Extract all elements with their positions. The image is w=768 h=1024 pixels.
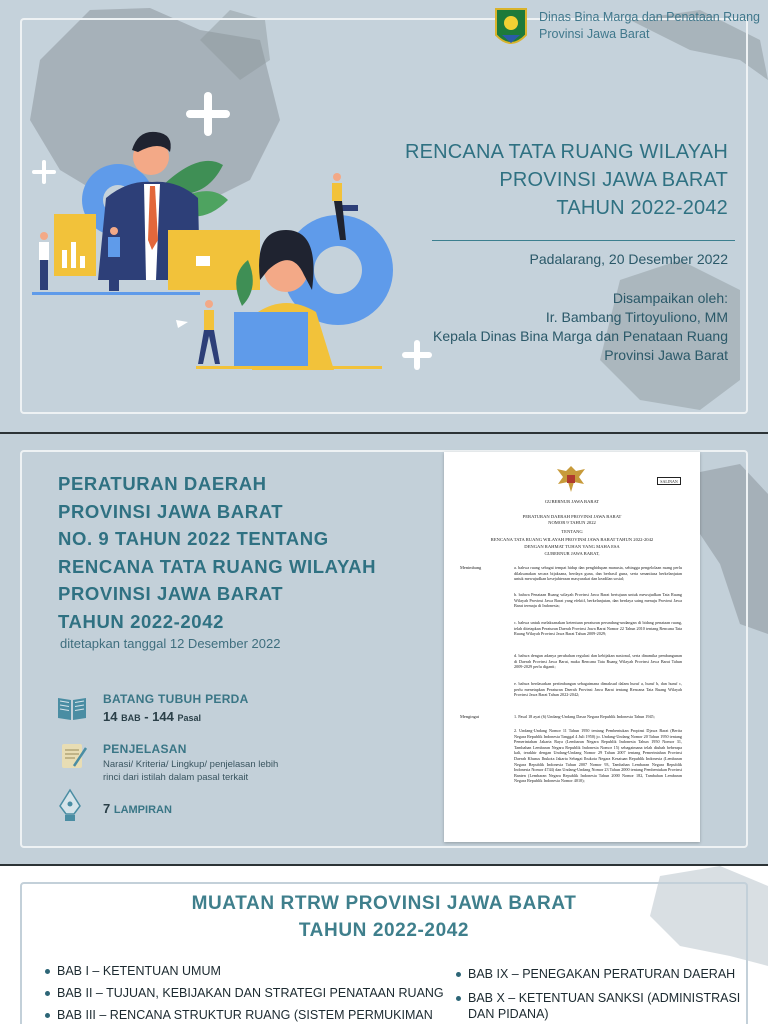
pen-nib-icon <box>58 788 82 824</box>
title-divider <box>432 240 735 241</box>
mengingat-1: 1. Pasal 18 ayat (6) Undang-Undang Dasar Negara Republik Indonesia Tahun 1945; <box>514 714 655 719</box>
regulation-title: PERATURAN DAERAH PROVINSI JAWA BARAT NO. 9 TAHUN 2022 TENTANG RENCANA TATA RUANG WILAYAH PROVINSI JAWA BARAT TAHUN 2022-2042 <box>58 473 377 632</box>
penjelasan-heading: PENJELASAN <box>103 742 187 756</box>
menimbang-b: b. bahwa Penataan Ruang wilayah Provinsi Jawa Barat bertujuan untuk mewujudkan Tata Ruang Wilayah Provinsi Jawa Barat yang efektif, berkelanjutan, dan berdaya saing menuju Provinsi Jawa Barat termaju di Indonesia; <box>514 592 682 609</box>
doc-about: TENTANG <box>561 529 583 534</box>
garuda-emblem-icon <box>554 462 588 496</box>
lampiran-count: 7 LAMPIRAN <box>103 801 172 816</box>
plus-decoration-icon <box>400 338 434 372</box>
batang-tubuh-heading: BATANG TUBUH PERDA <box>103 692 249 706</box>
salinan-stamp: SALINAN <box>657 477 681 485</box>
bab-item: BAB IX – PENEGAKAN PERATURAN DAERAH <box>468 967 736 981</box>
mengingat-label: Mengingat <box>460 714 480 719</box>
doc-governor: GUBERNUR JAWA BARAT, <box>544 551 600 556</box>
bab-item: BAB II – TUJUAN, KEBIJAKAN DAN STRATEGI PENATAAN RUANG <box>57 986 444 1000</box>
penjelasan-description: Narasi/ Kriteria/ Lingkup/ penjelasan lebih rinci dari istilah dalam pasal terkait <box>103 759 279 783</box>
office-workers-illustration <box>28 80 400 375</box>
west-java-emblem-icon <box>492 5 530 51</box>
contents-title: MUATAN RTRW PROVINSI JAWA BARAT TAHUN 2022-2042 <box>191 893 577 941</box>
presenter-block: Disampaikan oleh: Ir. Bambang Tirtoyuliono, MM Kepala Dinas Bina Marga dan Penataan Ruang Provinsi Jawa Barat <box>433 290 728 363</box>
mengingat-2: 2. Undang-Undang Nomor 11 Tahun 1950 tentang Pembentukan Propinsi Djawa Barat (Berita Negara Republik Indonesia Tanggal 4 Juli 1950) jo. Undang-Undang Nomor 20 Tahun 1950 tentang Pemerintahan Jakarta Raya (Lembaran Negara Republik Indonesia Tahun 1950 Nomor 31, Tambahan Lembaran Negara Republik Indonesia Nomor 15) sebagaimana telah diubah beberapa kali, terakhir dengan Undang-Undang Nomor 29 Tahun 2007 tentang Pemerintahan Provinsi Daerah Khusus Ibukota Jakarta Sebagai Ibukota Negara Kesatuan Republik Indonesia (Lembaran Negara Republik Indonesia Tahun 2007 Nomor 93, Tambahan Lembaran Negara Republik Indonesia Nomor 4744) dan Undang-Undang Nomor 23 Tahun 2000 tentang Pembentukan Provinsi Banten (Lembaran Negara Republik Indonesia Tahun 2000 Nomor 182, Tambahan Lembaran Negara Republik Indonesia Nomor 4010); <box>514 728 682 784</box>
scroll-quill-icon <box>56 740 88 772</box>
bab-pasal-count: 14 BAB - 144 Pasal <box>103 709 202 724</box>
bab-item: BAB X – KETENTUAN SANKSI (ADMINISTRASI DAN PIDANA) <box>468 991 741 1021</box>
doc-reg-number: NOMOR 9 TAHUN 2022 <box>548 520 596 525</box>
bab-item: BAB I – KETENTUAN UMUM <box>57 964 221 978</box>
enactment-date: ditetapkan tanggal 12 Desember 2022 <box>60 636 281 651</box>
organization-name: Dinas Bina Marga dan Penataan Ruang Provinsi Jawa Barat <box>539 10 760 41</box>
doc-issuer: GUBERNUR JAWA BARAT <box>544 499 600 504</box>
book-icon <box>56 694 88 722</box>
presentation-date: Padalarang, 20 Desember 2022 <box>529 251 728 267</box>
menimbang-d: d. bahwa dengan adanya perubahan regulasi dan kebijakan nasional, serta dinamika pembangunan di Daerah Provinsi Jawa Barat, maka Rencana Tata Ruang Wilayah Provinsi Jawa Barat Tahun 2009-2029 perlu diganti; <box>514 653 682 670</box>
menimbang-a: a. bahwa ruang sebagai tempat hidup dan penghidupan manusia, sehingga pengelolaan ruang perlu dilaksanakan secara bijaksana, berdaya guna, dan berhasil guna, serta senantiasa berkelanjutan untuk mewujudkan kesejahteraan masyarakat dan keadilan sosial; <box>514 565 682 582</box>
doc-reg-title: PERATURAN DAERAH PROVINSI JAWA BARAT <box>522 514 622 519</box>
menimbang-e: e. bahwa berdasarkan pertimbangan sebagaimana dimaksud dalam huruf a, huruf b, dan huruf c, perlu menetapkan Peraturan Daerah Provinsi Jawa Barat tentang Rencana Tata Ruang Wilayah Provinsi Jawa Barat Tahun 2022-2042; <box>514 681 682 698</box>
presentation-title: RENCANA TATA RUANG WILAYAH PROVINSI JAWA BARAT TAHUN 2022-2042 <box>404 141 728 219</box>
bab-item: BAB III – RENCANA STRUKTUR RUANG (SISTEM PERMUKIMAN <box>57 1008 433 1022</box>
menimbang-c: c. bahwa untuk melaksanakan ketentuan peraturan perundang-undangan di bidang penataan ruang, telah ditetapkan Peraturan Daerah Provinsi Jawa Barat Nomor 22 Tahun 2010 tentang Rencana Tata Ruang Wilayah Provinsi Jawa Barat Tahun 2009-2029; <box>514 620 682 637</box>
regulation-document-page <box>444 452 700 842</box>
title-slide <box>0 0 768 432</box>
doc-grace: DENGAN RAHMAT TUHAN YANG MAHA ESA <box>524 544 620 549</box>
menimbang-label: Menimbang <box>460 565 482 570</box>
doc-reg-subject: RENCANA TATA RUANG WILAYAH PROVINSI JAWA BARAT TAHUN 2022-2042 <box>490 537 654 542</box>
